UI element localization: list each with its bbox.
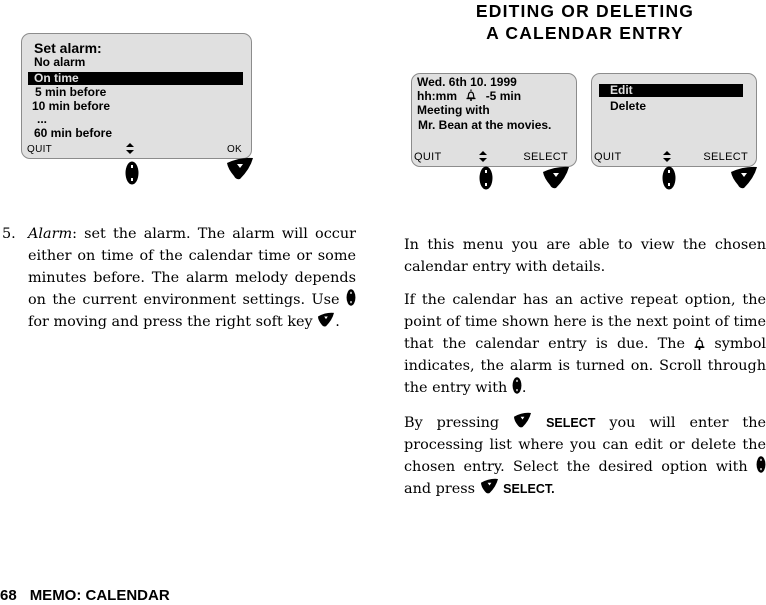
- page-footer: [0, 587, 170, 605]
- alarm-paragraph: 5. Alarm: set the alarm. The alarm will occur either on time of the calendar time or some minutes before. The alarm melody depends on the current environment settings. Use for moving and press the right soft key .: [2, 223, 356, 333]
- alarm-option[interactable]: No alarm: [34, 55, 86, 69]
- alarm-option[interactable]: 5 min before: [35, 85, 107, 99]
- alarm-option-selected[interactable]: On time: [28, 72, 243, 85]
- quit-soft-label: QUIT: [594, 151, 622, 163]
- item-number: 5.: [2, 226, 16, 242]
- scroll-key-icon: [346, 289, 356, 306]
- entry-text: Mr. Bean at the movies.: [418, 118, 552, 132]
- entry-date: Wed. 6th 10. 1999: [417, 75, 517, 89]
- scroll-key-icon: [756, 456, 766, 473]
- scroll-key-icon[interactable]: [662, 166, 676, 190]
- alarm-term: Alarm: [28, 226, 73, 242]
- section-title: MEMO: CALENDAR: [29, 587, 170, 604]
- scroll-key-icon[interactable]: [479, 166, 493, 190]
- soft-key-icon: [480, 478, 499, 495]
- select-keyword: SELECT.: [503, 482, 555, 496]
- alarm-option[interactable]: 10 min before: [32, 99, 111, 113]
- page-number: 68: [0, 587, 17, 604]
- bell-icon: [466, 89, 476, 101]
- edit-delete-screen: [591, 73, 757, 167]
- up-down-arrows-icon: [479, 151, 487, 162]
- ok-soft-label: OK: [226, 144, 242, 155]
- bell-icon: [694, 337, 705, 350]
- scroll-key-icon: [512, 377, 522, 394]
- select-paragraph: By pressing SELECT you will enter the processing list where you can edit or delete the chosen entry. Select the desired option with and press SELECT.: [404, 412, 766, 500]
- view-paragraph: In this menu you are able to view the chosen calendar entry with details.: [404, 237, 766, 275]
- scroll-key-icon[interactable]: [125, 161, 139, 185]
- repeat-paragraph: If the calendar has an active repeat option, the point of time shown here is the next point of time that the calendar entry is due. The symbol indicates, the alarm is turned on. Scroll through the entry with .: [404, 292, 766, 396]
- soft-key-icon[interactable]: [542, 166, 570, 190]
- soft-key-icon: [317, 312, 335, 328]
- soft-key-icon[interactable]: [730, 166, 758, 190]
- heading-line-1: EDITING OR DELETING: [475, 1, 695, 21]
- soft-key-icon[interactable]: [226, 157, 254, 181]
- alarm-title: Set alarm:: [34, 40, 102, 56]
- heading-line-2: A CALENDAR ENTRY: [486, 23, 684, 43]
- up-down-arrows-icon: [663, 151, 671, 162]
- entry-text: Meeting with: [417, 103, 490, 117]
- menu-item-delete[interactable]: Delete: [610, 99, 647, 113]
- menu-item-edit[interactable]: Edit: [599, 84, 743, 97]
- select-soft-label: SELECT: [703, 151, 748, 163]
- entry-time: hh:mm -5 min: [417, 89, 522, 103]
- alarm-screen: [21, 33, 252, 159]
- up-down-arrows-icon: [126, 143, 134, 154]
- calendar-entry-screen: [411, 73, 577, 167]
- alarm-option[interactable]: 60 min before: [34, 126, 113, 140]
- soft-key-icon: [513, 412, 532, 429]
- quit-soft-label: QUIT: [27, 144, 53, 155]
- quit-soft-label: QUIT: [414, 151, 442, 163]
- page-heading: [404, 0, 766, 44]
- select-keyword: SELECT: [546, 416, 596, 430]
- select-soft-label: SELECT: [523, 151, 568, 163]
- alarm-option: ...: [37, 112, 48, 126]
